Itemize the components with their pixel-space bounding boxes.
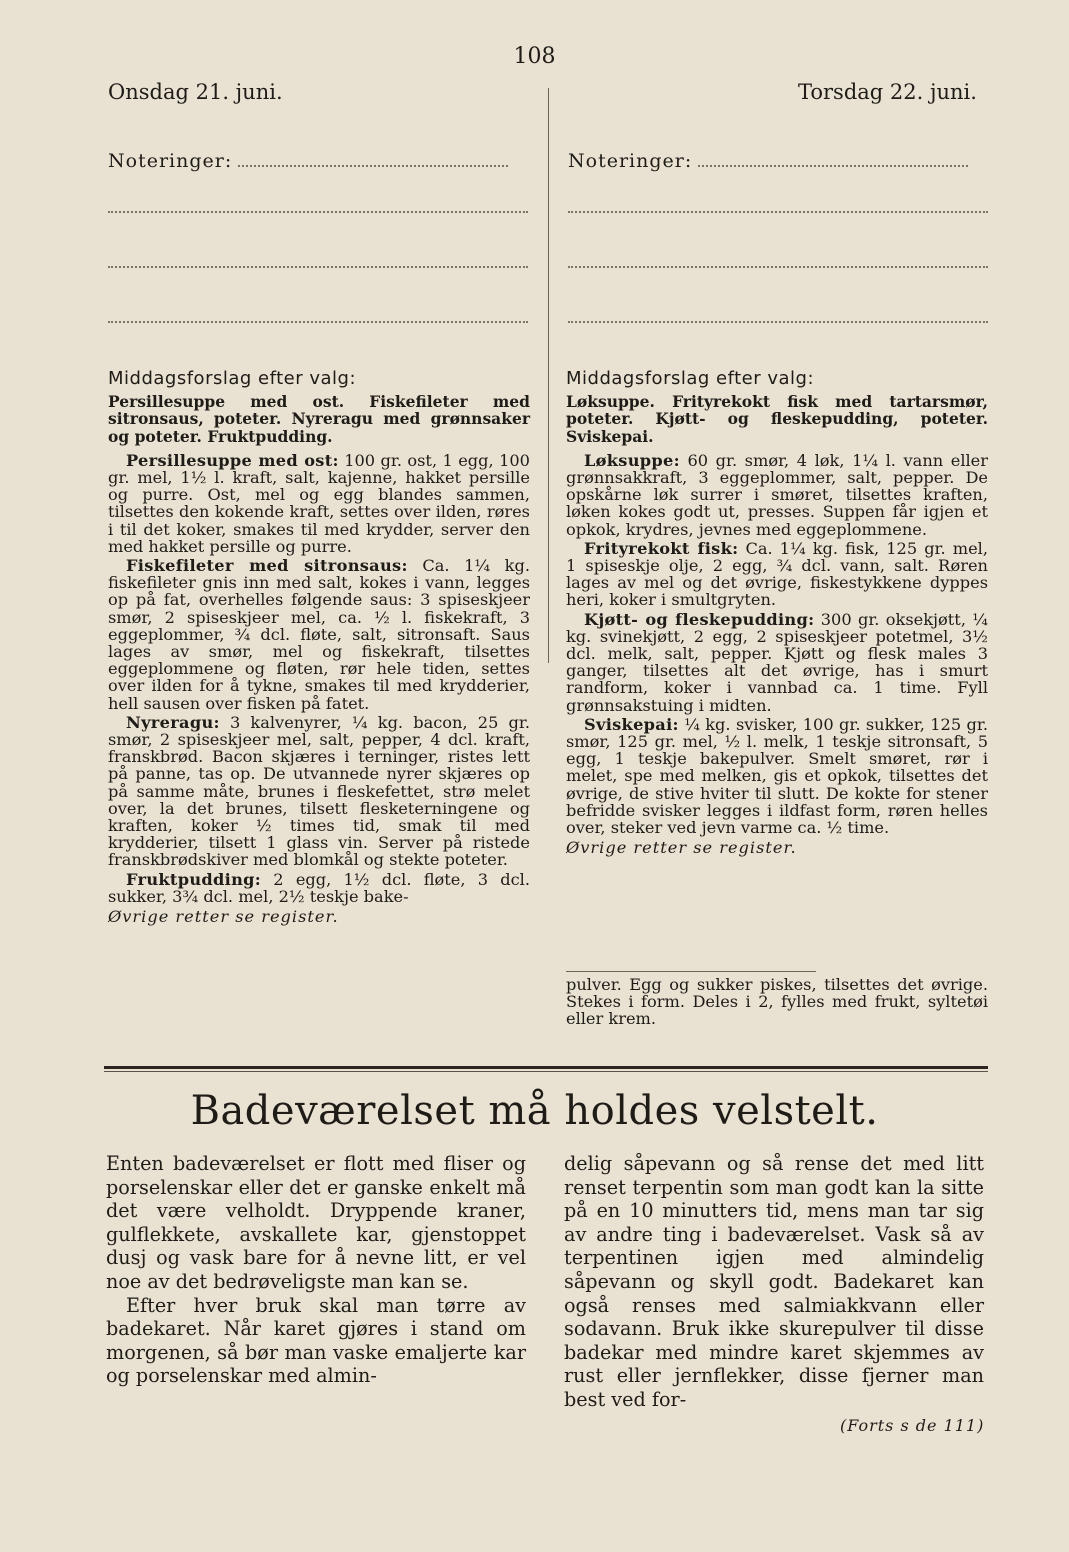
recipe-name: Frityrekokt fisk: [584, 538, 739, 558]
continuation-text: pulver. Egg og sukker piskes, tilsettes det øvrige. Stekes i form. Deles i 2, fylles med frukt, syltetøi eller krem. [566, 975, 988, 1029]
notes-label: Noteringer: [568, 150, 693, 172]
menu-column-right [566, 370, 988, 858]
dotted-line [108, 265, 528, 268]
recipe-name: Persillesuppe med ost: [126, 450, 339, 470]
recipe-text: 60 gr. smør, 4 løk, 1¼ l. vann eller grønnsakkraft, 3 eggeplommer, salt, pepper. De opskårne løk surrer i smøret, tilsettes kraften, løken kokes godt ut, presses. Suppen får igjen et opkok, krydres, jevnes med eggeplommene. [566, 450, 988, 539]
menu-summary: Løksuppe. Frityrekokt fisk med tartarsmør, poteter. Kjøtt- og fleskepudding, poteter. Sviskepai. [566, 392, 988, 446]
dotted-line [568, 210, 988, 213]
article-column-left [106, 1152, 526, 1388]
recipe-text: Ca. 1¼ kg. fisk, 125 gr. mel, 1 spiseskje olje, 2 egg, ¾ dcl. vann, salt. Røren lages av mel og det øvrige, fiskestykkene dyppes heri, koker i smultgryten. [566, 538, 988, 610]
recipe-text: 2 egg, 1½ dcl. fløte, 3 dcl. sukker, 3¾ dcl. mel, 2½ teskje bake- [108, 869, 530, 906]
notes-label: Noteringer: [108, 150, 233, 172]
recipe-name: Sviskepai: [584, 714, 679, 734]
recipe-paragraph [566, 716, 988, 836]
recipe-text: 100 gr. ost, 1 egg, 100 gr. mel, 1½ l. kraft, salt, kajenne, hakket persille og purre. Ost, mel og egg blandes sammen, tilsettes den kokende kraft, settes over ilden, røres i til det koker, smakes til med krydder, server den med hakket persille og purre. [108, 450, 530, 556]
recipe-paragraph [566, 611, 988, 714]
notes-left [108, 150, 528, 323]
recipe-name: Fiskefileter med sitronsaus: [126, 556, 408, 576]
continued-note: (Forts s de 111) [840, 1416, 985, 1435]
article-paragraph: Efter hver bruk skal man tørre av badekaret. Når karet gjøres i stand om morgenen, så bør man vaske emaljerte kar og porselenskar med almin- [106, 1293, 526, 1388]
section-rule-thin [104, 1071, 988, 1072]
recipe-continuation [566, 971, 988, 1028]
section-rule [104, 1066, 988, 1069]
left-day-heading: Onsdag 21. juni. [108, 80, 283, 104]
recipe-text: 300 gr. oksekjøtt, ¼ kg. svinekjøtt, 2 egg, 2 spiseskjeer potetmel, 3½ dcl. melk, salt, pepper. Kjøtt og flesk males 3 ganger, tilsettes alt det øvrige, has i smurt randform, koker i vannbad ca. 1 time. Fyll grønnsakstuing i midten. [566, 609, 988, 715]
recipe-paragraph [108, 714, 530, 869]
recipe-paragraph [108, 871, 530, 905]
recipe-name: Løksuppe: [584, 450, 680, 470]
continuation-rule [566, 971, 816, 972]
recipe-paragraph [108, 452, 530, 555]
recipe-paragraph [108, 557, 530, 712]
dotted-line [568, 320, 988, 323]
article-column-right [564, 1152, 984, 1412]
dotted-line [568, 265, 988, 268]
recipe-paragraph [566, 452, 988, 538]
article-paragraph: delig såpevann og så rense det med litt renset terpentin som man godt kan la sitte på en 10 minutters tid, mens man tar sig av andre ting i badeværelset. Vask så av terpentinen igjen med almindelig såpevann og skyll godt. Badekaret kan også renses med salmiakkvann eller sodavann. Bruk ikke skurepulver til disse badekar med mindre karet skjemmes av rust eller jernflekker, disse fjerner man best ved for- [564, 1152, 984, 1411]
recipe-name: Nyreragu: [126, 712, 220, 732]
column-divider [548, 88, 549, 663]
recipe-text: Ca. 1¼ kg. fiskefileter gnis inn med salt, kokes i vann, legges op på fat, overhelles følgende saus: 3 spiseskjeer smør, 2 spiseskjeer mel, ca. ½ l. fiskekraft, 3 eggeplommer, ¾ dcl. fløte, salt, sitronsaft. Saus lages av smør, mel og fiskekraft, tilsettes eggeplommene og fløten, rør hele tiden, settes over ilden for å tykne, smakes til med krydderier, hell sausen over fisken på fatet. [108, 556, 530, 713]
right-day-heading: Torsdag 22. juni. [798, 80, 977, 104]
notes-right [568, 150, 988, 323]
menu-heading: Middagsforslag efter valg: [108, 368, 357, 389]
article-title: Badeværelset må holdes velstelt. [190, 1088, 879, 1134]
recipe-name: Kjøtt- og fleskepudding: [584, 609, 815, 629]
dotted-line [108, 320, 528, 323]
menu-heading: Middagsforslag efter valg: [566, 368, 815, 389]
recipe-paragraph [566, 540, 988, 609]
recipe-name: Fruktpudding: [126, 869, 262, 889]
menu-column-left [108, 370, 530, 927]
recipe-text: ¼ kg. svisker, 100 gr. sukker, 125 gr. smør, 125 gr. mel, ½ l. melk, 1 teskje sitronsaft, 5 egg, 1 teskje bakepulver. Smelt smøret, rør i melet, spe med melken, gis et opkok, tilsettes det øvrige, de stive hviter til slutt. De kokte for stener befridde svisker legges i ildfast form, røren helles over, steker ved jevn varme ca. ½ time. [566, 714, 988, 838]
page-number: 108 [513, 44, 556, 69]
dotted-line [108, 210, 528, 213]
menu-summary: Persillesuppe med ost. Fiskefileter med sitronsaus, poteter. Nyreragu med grønnsaker og poteter. Fruktpudding. [108, 392, 530, 446]
register-note: Øvrige retter se register. [566, 838, 797, 858]
article-paragraph: Enten badeværelset er flott med fliser og porselenskar eller det er ganske enkelt må det være velholdt. Dryppende kraner, gulflekkete, avskallete kar, gjenstoppet dusj og vask bare for å nevne litt, er vel noe av det bedrøveligste man kan se. [106, 1152, 526, 1293]
register-note: Øvrige retter se register. [108, 907, 339, 927]
recipe-text: 3 kalvenyrer, ¼ kg. bacon, 25 gr. smør, 2 spiseskjeer mel, salt, pepper, 4 dcl. kraft, franskbrød. Bacon skjæres i terninger, ristes lett på panne, tas op. De utvannede nyrer skjæres op på samme måte, brunes i fleskefettet, strø melet over, la det brunes, tilsett flesketerningene og kraften, koker ½ times tid, smak til med krydderier, tilsett 1 glass vin. Server på ristede franskbrødskiver med blomkål og stekte poteter. [108, 712, 530, 870]
